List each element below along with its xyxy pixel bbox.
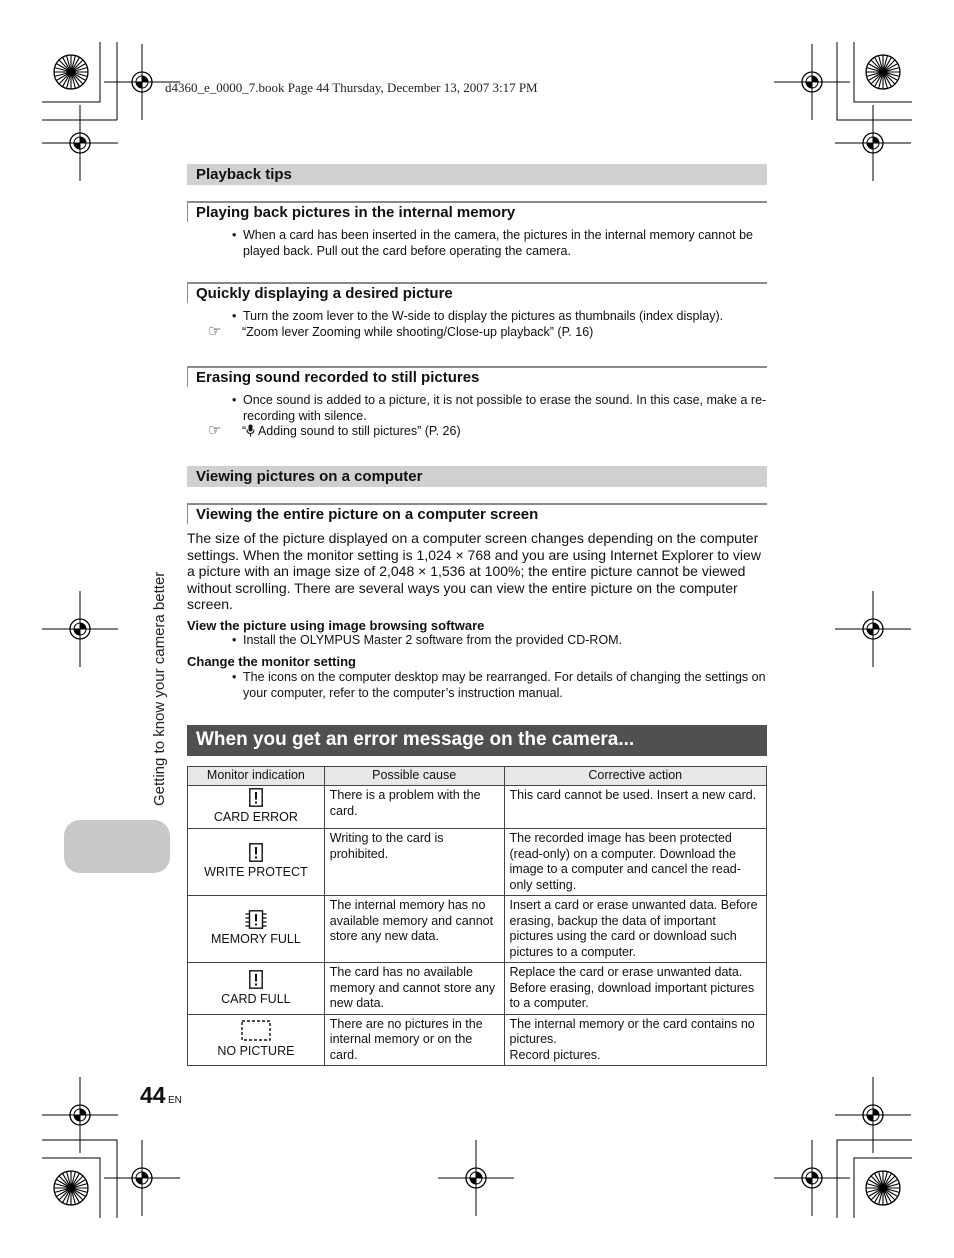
cause-cell: The card has no available memory and cannot store any new data.	[324, 963, 504, 1015]
heading-entire-picture: Viewing the entire picture on a computer screen	[187, 503, 767, 524]
reference-text: Adding sound to still pictures” (P. 26)	[255, 424, 461, 438]
label-monitor-setting: Change the monitor setting	[187, 654, 356, 669]
warning-icon	[249, 843, 263, 862]
reference-quote: “	[242, 424, 247, 438]
reference-quick-display	[208, 325, 768, 341]
page-language: EN	[168, 1095, 182, 1106]
cause-cell: Writing to the card is prohibited.	[324, 829, 504, 896]
bullet-quick-display: • Turn the zoom lever to the W-side to display the pictures as thumbnails (index display).	[232, 309, 724, 323]
bullet-text: When a card has been inserted in the camera, the pictures in the internal memory cannot be played back. Pull out the card before operating the camera.	[243, 228, 754, 258]
cause-cell: The internal memory has no available memory and cannot store any new data.	[324, 896, 504, 963]
table-row	[188, 963, 767, 1015]
pointing-hand-icon: ☞	[208, 323, 222, 340]
indication-label: WRITE PROTECT	[204, 865, 308, 880]
indication-cell	[188, 1014, 325, 1066]
computer-paragraph: The size of the picture displayed on a computer screen changes depending on the computer settings. When the monitor setting is 1,024 × 768 and you are using Internet Explorer to view a picture with an image size of 2,048 × 1,536 at 100%; the entire picture cannot be viewed without scrolling. There are several ways you can view the entire picture on the computer screen.	[187, 530, 761, 612]
table-header-row	[188, 767, 767, 786]
error-table	[187, 766, 767, 1066]
indication-cell	[188, 963, 325, 1015]
cause-cell: There is a problem with the card.	[324, 786, 504, 829]
table-row	[188, 1014, 767, 1066]
action-cell: Insert a card or erase unwanted data. Before erasing, backup the data of important pictures using the card or download such pictures to a computer.	[504, 896, 767, 963]
reference-text: “Zoom lever Zooming while shooting/Close-up playback” (P. 16)	[242, 325, 594, 339]
indication-label: MEMORY FULL	[210, 932, 301, 947]
bullet-software: • Install the OLYMPUS Master 2 software from the provided CD-ROM.	[232, 633, 623, 647]
print-header: d4360_e_0000_7.book Page 44 Thursday, December 13, 2007 3:17 PM	[165, 80, 538, 95]
action-cell: The internal memory or the card contains no pictures. Record pictures.	[504, 1014, 767, 1066]
warning-icon	[249, 788, 263, 807]
heading-erase-sound: Erasing sound recorded to still pictures	[187, 366, 767, 387]
bullet-text: Once sound is added to a picture, it is not possible to erase the sound. In this case, make a re-recording with silence.	[243, 393, 767, 423]
error-section-title: When you get an error message on the camera...	[187, 725, 767, 756]
action-cell: This card cannot be used. Insert a new card.	[504, 786, 767, 829]
bullet-internal-memory: • When a card has been inserted in the camera, the pictures in the internal memory cannot be played back. Pull out the card before operating the camera.	[232, 228, 754, 258]
bullet-erase-sound: • Once sound is added to a picture, it is not possible to erase the sound. In this case, make a re-recording with silence.	[232, 393, 767, 423]
chapter-tab	[64, 820, 170, 873]
bullet-text: Turn the zoom lever to the W-side to display the pictures as thumbnails (index display).	[243, 309, 724, 323]
bullet-monitor: • The icons on the computer desktop may be rearranged. For details of changing the settings on your computer, refer to the computer’s instruction manual.	[232, 670, 766, 700]
indication-label: CARD ERROR	[213, 810, 298, 825]
table-row	[188, 829, 767, 896]
page-number: 44	[140, 1082, 166, 1108]
table-row	[188, 786, 767, 829]
memory-warning-icon	[245, 910, 267, 929]
indication-label: NO PICTURE	[217, 1044, 295, 1058]
chapter-side-label: Getting to know your camera better	[151, 571, 168, 806]
column-header: Possible cause	[324, 767, 504, 786]
indication-cell	[188, 829, 325, 896]
reference-erase-sound	[208, 424, 768, 440]
indication-cell	[188, 786, 325, 829]
microphone-icon	[246, 424, 255, 437]
action-cell: Replace the card or erase unwanted data. Before erasing, download important pictures to a computer.	[504, 963, 767, 1015]
section-title-playback-tips: Playback tips	[187, 164, 767, 185]
table-row	[188, 896, 767, 963]
label-browsing-software: View the picture using image browsing software	[187, 618, 485, 633]
heading-quick-display: Quickly displaying a desired picture	[187, 282, 767, 303]
bullet-text: The icons on the computer desktop may be rearranged. For details of changing the settings on your computer, refer to the computer’s instruction manual.	[243, 670, 766, 700]
bullet-text: Install the OLYMPUS Master 2 software from the provided CD-ROM.	[243, 633, 623, 647]
warning-icon	[249, 970, 263, 989]
column-header: Corrective action	[504, 767, 767, 786]
column-header: Monitor indication	[188, 767, 325, 786]
section-title-computer: Viewing pictures on a computer	[187, 466, 767, 487]
no-picture-icon	[241, 1020, 271, 1041]
heading-internal-memory: Playing back pictures in the internal memory	[187, 201, 767, 222]
pointing-hand-icon: ☞	[208, 422, 222, 439]
indication-label: CARD FULL	[221, 991, 291, 1006]
cause-cell: There are no pictures in the internal memory or on the card.	[324, 1014, 504, 1066]
action-cell: The recorded image has been protected (read-only) on a computer. Download the image to a computer and cancel the read-only setting.	[504, 829, 767, 896]
indication-cell	[188, 896, 325, 963]
